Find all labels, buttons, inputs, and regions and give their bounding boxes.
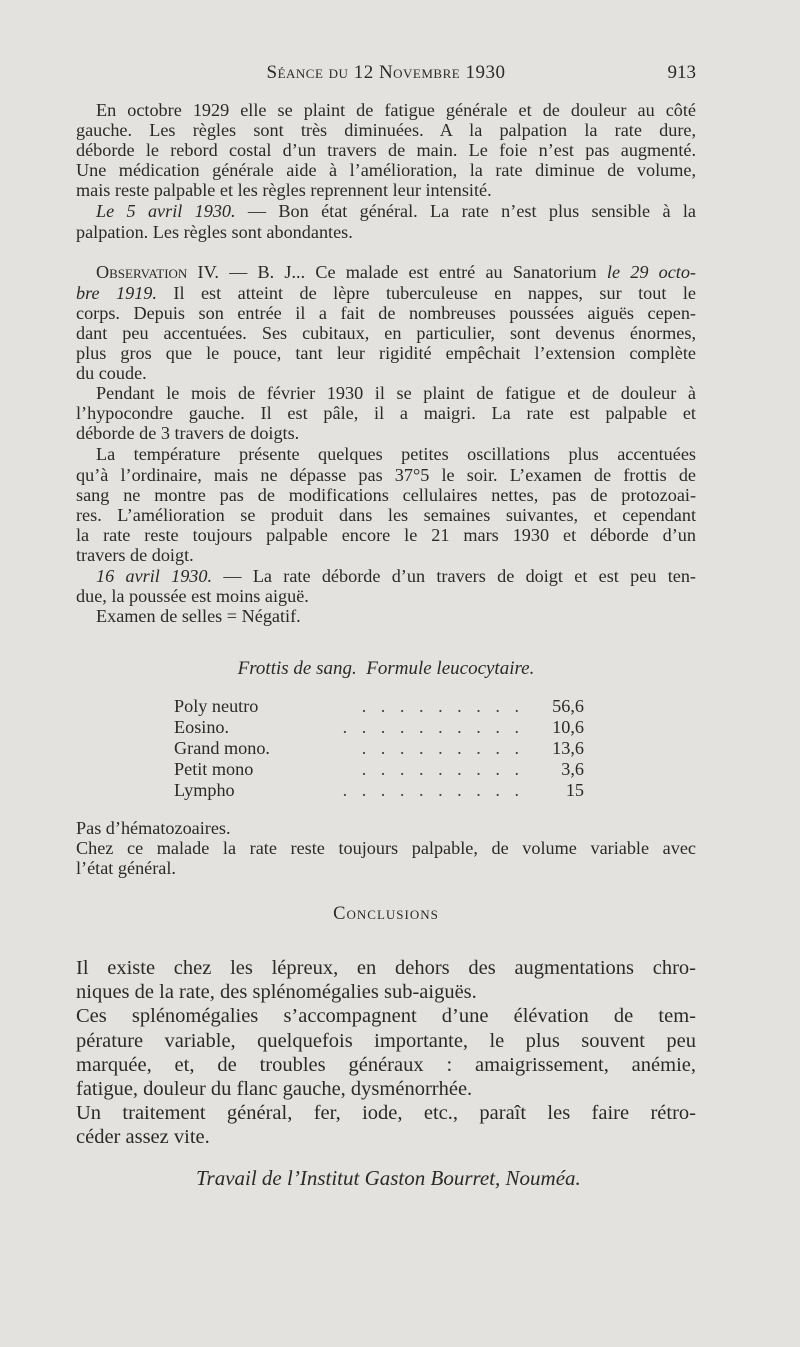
running-header xyxy=(76,62,696,88)
text-line: palpation. Les règles sont abondantes. xyxy=(76,222,353,242)
text-line: plus gros que le pouce, tant leur rigidité empêchait l’extension complète xyxy=(76,343,696,363)
table-row: . . . . . . . . . Grand mono. 13,6 xyxy=(174,738,584,758)
attribution: Travail de l’Institut Gaston Bourret, Nouméa. xyxy=(196,1166,581,1190)
text-line: déborde de 3 travers de doigts. xyxy=(76,423,300,443)
italic-date: Le 5 avril 1930. xyxy=(96,201,236,221)
text-line: qu’à l’ordinaire, mais ne dépasse pas 37°5 le soir. L’examen de frottis de xyxy=(76,465,696,485)
text-line: 16 avril 1930. — La rate déborde d’un travers de doigt et est peu ten- xyxy=(96,566,696,586)
formula-title: Frottis de sang. Formule leucocytaire. xyxy=(237,658,535,679)
text-line: dant peu accentuées. Ses cubitaux, en particulier, sont devenus énormes, xyxy=(76,323,696,343)
text-line: bre 1919. Il est atteint de lèpre tuberculeuse en nappes, sur tout le xyxy=(76,283,696,303)
text-line: gauche. Les règles sont très diminuées. A la palpation la rate dure, xyxy=(76,120,696,140)
text-line: En octobre 1929 elle se plaint de fatigue générale et de douleur au côté xyxy=(96,100,696,120)
text-line: Une médication générale aide à l’amélioration, la rate diminue de volume, xyxy=(76,160,696,180)
text-line: céder assez vite. xyxy=(76,1126,210,1148)
text-line: la rate reste toujours palpable encore le 21 mars 1930 et déborde d’un xyxy=(76,525,696,545)
text-line: Pas d’hématozoaires. xyxy=(76,818,231,838)
observation-label: Observation IV. xyxy=(96,262,219,282)
text-line: l’hypocondre gauche. Il est pâle, il a maigri. La rate est palpable et xyxy=(76,403,696,423)
text-line: Pendant le mois de février 1930 il se plaint de fatigue et de douleur à xyxy=(96,383,696,403)
text-line: La température présente quelques petites oscillations plus accentuées xyxy=(96,444,696,464)
table-row: . . . . . . . . . . Lympho 15 xyxy=(174,780,584,800)
text-line: mais reste palpable et les règles reprennent leur intensité. xyxy=(76,180,492,200)
table-row: . . . . . . . . . Poly neutro 56,6 xyxy=(174,696,584,716)
text-line: corps. Depuis son entrée il a fait de nombreuses poussées aiguës cepen- xyxy=(76,303,696,323)
text-line: du coude. xyxy=(76,363,147,383)
italic-date: 16 avril 1930. xyxy=(96,566,213,586)
header-title: Séance du 12 Novembre 1930 xyxy=(266,62,506,83)
page-number: 913 xyxy=(667,62,696,83)
text-line: déborde le rebord costal d’un travers de main. Le foie n’est pas augmenté. xyxy=(76,140,696,160)
text-line: fatigue, douleur du flanc gauche, dysménorrhée. xyxy=(76,1078,473,1100)
text-line: pérature variable, quelquefois importante, le plus souvent peu xyxy=(76,1030,696,1052)
text-line: res. L’amélioration se produit dans les semaines suivantes, et cependant xyxy=(76,505,696,525)
text-line: Examen de selles = Négatif. xyxy=(96,606,301,626)
text-line: marquée, et, de troubles généraux : amaigrissement, anémie, xyxy=(76,1054,696,1076)
text-line: l’état général. xyxy=(76,858,176,878)
text-line: Il existe chez les lépreux, en dehors des augmentations chro- xyxy=(76,957,696,979)
text-line: Un traitement général, fer, iode, etc., paraît les faire rétro- xyxy=(76,1102,696,1124)
text-line: Ces splénomégalies s’accompagnent d’une élévation de tem- xyxy=(76,1005,696,1027)
text-line: Observation IV. — B. J... Ce malade est entré au Sanatorium le 29 octo- xyxy=(96,262,696,282)
text-line: travers de doigt. xyxy=(76,545,194,565)
text-line: Le 5 avril 1930. — Bon état général. La rate n’est plus sensible à la xyxy=(96,201,696,221)
table-row: . . . . . . . . . . Eosino. 10,6 xyxy=(174,717,584,737)
text-line: sang ne montre pas de modifications cellulaires nettes, pas de protozoai- xyxy=(76,485,696,505)
table-row: . . . . . . . . . Petit mono 3,6 xyxy=(174,759,584,779)
leucocyte-table xyxy=(174,696,584,801)
text-line: due, la poussée est moins aiguë. xyxy=(76,586,309,606)
text-line: Chez ce malade la rate reste toujours palpable, de volume variable avec xyxy=(76,838,696,858)
text-line: niques de la rate, des splénomégalies sub-aiguës. xyxy=(76,981,477,1003)
section-heading: Conclusions xyxy=(333,904,439,924)
